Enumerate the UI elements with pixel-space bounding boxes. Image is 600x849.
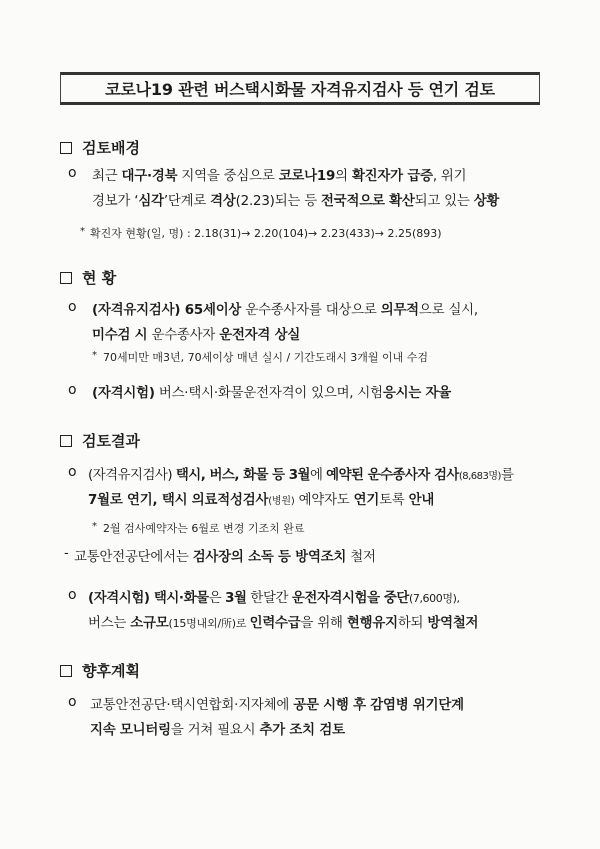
bullet-icon: ο — [68, 382, 77, 398]
result-item-2-line-2: 버스는 소규모(15명내외/所)로 인력수급을 위해 현행유지하되 방역철저 — [88, 616, 479, 631]
note-star-icon: * — [92, 350, 97, 361]
bullet-icon: ο — [68, 464, 77, 480]
result-item-1-line-1: (자격유지검사) 택시, 버스, 화물 등 3월에 예약된 운수종사자 검사(8,683명)를 — [88, 468, 514, 483]
plan-line-2: 지속 모니터링을 거쳐 필요시 추가 조치 검토 — [90, 723, 345, 738]
checkbox-square-icon — [60, 142, 72, 154]
status-item-1-line-1: (자격유지검사) 65세이상 운수종사자를 대상으로 의무적으로 실시, — [92, 303, 478, 318]
checkbox-square-icon — [60, 272, 72, 284]
bullet-icon: ο — [68, 587, 77, 603]
bullet-icon: ο — [68, 165, 77, 181]
section-heading-background: 검토배경 — [60, 137, 140, 158]
status-item-1-line-2: 미수검 시 운수종사자 운전자격 상실 — [92, 328, 301, 343]
section-heading-status: 현 황 — [60, 267, 116, 288]
document-title: 코로나19 관련 버스택시화물 자격유지검사 등 연기 검토 — [60, 72, 540, 105]
result-item-2-line-1: (자격시험) 택시·화물은 3월 한달간 운전자격시험을 중단(7,600명), — [88, 591, 460, 606]
bullet-icon: ο — [68, 694, 77, 710]
background-line-1: 최근 대구·경북 지역을 중심으로 코로나19의 확진자가 급증, 위기 — [92, 169, 467, 184]
checkbox-square-icon — [60, 665, 72, 677]
status-item-1-note: 70세미만 매3년, 70세이상 매년 실시 / 기간도래시 3개월 이내 수검 — [103, 351, 429, 364]
note-star-icon: * — [92, 521, 97, 532]
result-dash-line: 교통안전공단에서는 검사장의 소독 등 방역조치 철저 — [74, 550, 376, 565]
section-heading-result: 검토결과 — [60, 430, 140, 451]
checkbox-square-icon — [60, 435, 72, 447]
dash-icon: - — [64, 546, 69, 561]
status-item-2: (자격시험) 버스·택시·화물운전자격이 있으며, 시험응시는 자율 — [92, 386, 452, 401]
plan-line-1: 교통안전공단·택시연합회·지자체에 공문 시행 후 감염병 위기단계 — [90, 698, 464, 713]
bullet-icon: ο — [68, 299, 77, 315]
section-heading-plan: 향후계획 — [60, 660, 140, 681]
background-line-2: 경보가 ‘심각’단계로 격상(2.23)되는 등 전국적으로 확산되고 있는 상황 — [92, 194, 500, 209]
result-item-1-line-2: 7월로 연기, 택시 의료적성검사(병원) 예약자도 연기토록 안내 — [88, 493, 435, 508]
note-star-icon: * — [80, 226, 85, 237]
result-item-1-note: 2월 검사예약자는 6월로 변경 기조치 완료 — [103, 522, 305, 535]
confirmed-cases-note: 확진자 현황(일, 명) : 2.18(31)→ 2.20(104)→ 2.23(433)→ 2.25(893) — [90, 227, 442, 240]
